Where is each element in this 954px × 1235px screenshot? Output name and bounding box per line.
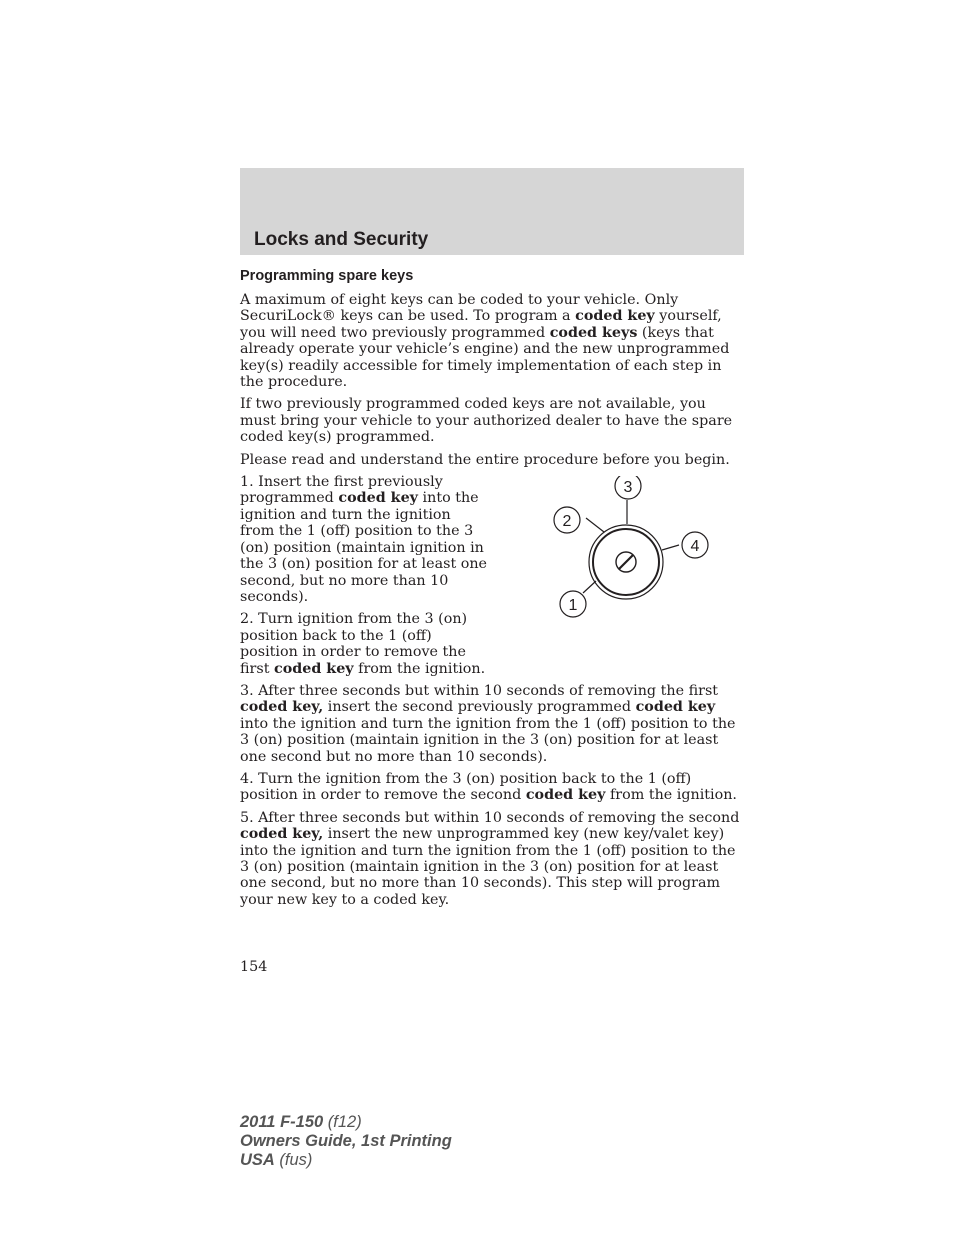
text-run: (keys that already operate your vehicle’s engine) and the new unprogrammed key(s) readily accessible for timely implementation of each step in the procedure.: [240, 324, 730, 391]
position-4-label: 4: [690, 538, 700, 556]
footer-line-1: [240, 1113, 452, 1132]
document-footer: [240, 1113, 452, 1170]
footer-model-code: (f12): [323, 1113, 362, 1131]
footer-line-2: Owners Guide, 1st Printing: [240, 1132, 452, 1150]
page-number: 154: [240, 959, 268, 975]
steps-with-figure: [240, 474, 746, 677]
text-run: into the ignition and turn the ignition from the 1 (off) position to the 3 (on) position (maintain ignition in the 3 (on) position for at least one second, but no more than 10 seconds).: [240, 490, 488, 605]
intro-paragraph-2: If two previously programmed coded keys are not available, you must bring your vehicle to your authorized dealer to have the spare coded key(s) programmed.: [240, 396, 733, 446]
bold-term: coded key: [525, 787, 606, 804]
position-3-label: 3: [623, 479, 633, 497]
position-2-label: 2: [562, 513, 572, 531]
bold-term: coded key,: [240, 699, 324, 716]
position-1-label: 1: [568, 597, 578, 615]
footer-market-code: (fus): [274, 1151, 313, 1169]
key-slot-line: [619, 555, 633, 569]
text-run: A maximum of eight keys can be coded to your vehicle. Only SecuriLock® keys can be used. To program a: [240, 292, 679, 325]
text-run: 1. Insert the first previously programmed: [240, 474, 443, 507]
bold-term: coded key: [635, 699, 716, 716]
text-run: yourself, you will need two previously programmed: [240, 308, 722, 341]
step-4: [240, 771, 746, 804]
text-run: 4. Turn the ignition from the 3 (on) position back to the 1 (off) position in order to remove the second: [240, 770, 692, 804]
ignition-positions-diagram: [540, 476, 755, 636]
intro-paragraph-1: [240, 292, 746, 390]
leader-line-4: [662, 545, 679, 550]
bold-term: coded key: [274, 660, 354, 677]
leader-line-2: [586, 518, 604, 532]
text-run: from the ignition.: [353, 660, 486, 677]
text-run: 5. After three seconds but within 10 seconds of removing the second: [240, 809, 740, 826]
footer-market: USA: [240, 1151, 275, 1169]
step-3: [240, 683, 746, 765]
text-run: 2. Turn ignition from the 3 (on) position back to the 1 (off) position in order to remove the first: [240, 611, 468, 677]
bold-term: coded keys: [549, 324, 638, 341]
subsection-heading: Programming spare keys: [240, 268, 414, 284]
bold-term: coded key: [338, 490, 418, 507]
footer-model: 2011 F-150: [240, 1113, 324, 1131]
section-header-bar: [240, 168, 744, 255]
step-1: [240, 474, 488, 605]
text-run: into the ignition and turn the ignition from the 1 (off) position to the 3 (on) position (maintain ignition in the 3 (on) position for at least one second but no more than 10 seconds).: [240, 715, 736, 765]
leader-line-1: [583, 581, 596, 593]
text-run: 3. After three seconds but within 10 seconds of removing the first: [240, 682, 719, 699]
bold-term: coded key,: [240, 826, 324, 843]
section-title: Locks and Security: [254, 229, 429, 250]
step-2: [240, 611, 488, 677]
bold-term: coded key: [575, 308, 655, 325]
text-run: insert the new unprogrammed key (new key/valet key) into the ignition and turn the ignition from the 1 (off) position to the 3 (on) position (maintain ignition in the 3 (on) position for at least one second, but no more than 10 seconds). This step will program your new key to a coded key.: [240, 826, 736, 908]
step-5: [240, 810, 746, 908]
text-run: insert the second previously programmed: [323, 699, 636, 716]
footer-line-3: [240, 1151, 452, 1170]
body-content: [240, 292, 746, 914]
text-run: from the ignition.: [605, 787, 737, 804]
intro-paragraph-3: Please read and understand the entire procedure before you begin.: [240, 451, 730, 468]
